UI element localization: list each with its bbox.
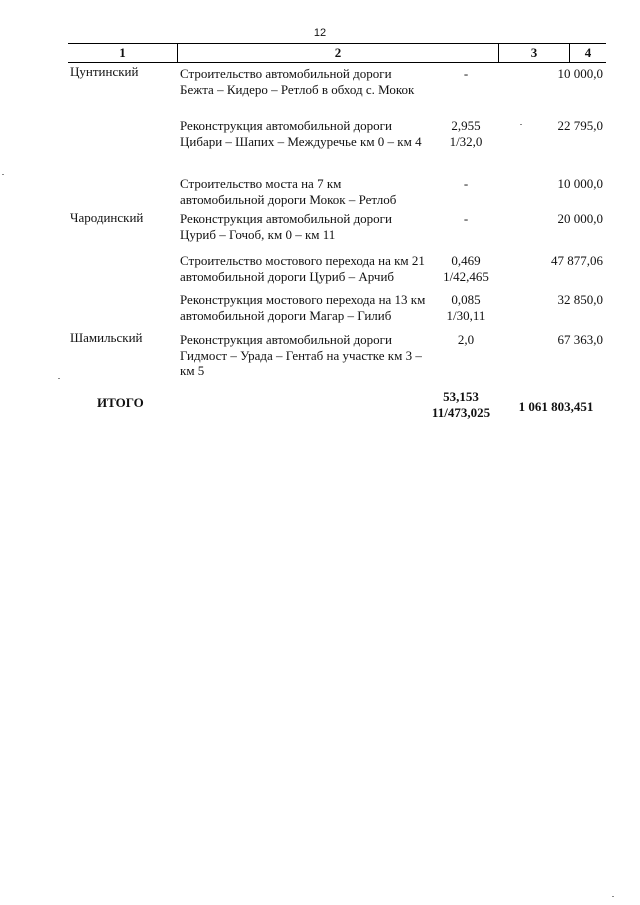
project-name-cell: Реконструкция автомобильной дороги Цибари – Шапих – Междуречье км 0 – км 4 [180, 118, 422, 149]
table-header [68, 43, 606, 63]
project-name-cell: Строительство автомобильной дороги Бежта – Кидеро – Ретлоб в обход с. Мокок [180, 66, 415, 97]
length-cell: 0,085 1/30,11 [446, 292, 486, 323]
length-cell: 2,955 1/32,0 [449, 118, 483, 149]
length-cell: - [463, 211, 469, 226]
header-col-3: 3 [530, 45, 538, 60]
total-length: 53,153 11/473,025 [431, 389, 491, 420]
header-col-4: 4 [584, 45, 592, 60]
amount-cell: 20 000,0 [557, 211, 603, 226]
length-cell: 0,469 1/42,465 [443, 253, 489, 284]
amount-cell: 47 877,06 [551, 253, 603, 268]
district-cell: Цунтинский [70, 64, 139, 79]
project-name-cell: Реконструкция мостового перехода на 13 км автомобильной дороги Магар – Гилиб [180, 292, 426, 323]
length-cell: 2,0 [457, 332, 475, 347]
amount-cell: 10 000,0 [557, 66, 603, 81]
district-cell: Чародинский [70, 210, 144, 225]
amount-cell: 10 000,0 [557, 176, 603, 191]
scan-speck [520, 124, 522, 125]
district-cell: Шамильский [70, 330, 143, 345]
total-label: ИТОГО [97, 395, 144, 410]
amount-cell: 32 850,0 [557, 292, 603, 307]
amount-cell: 67 363,0 [557, 332, 603, 347]
scan-speck [58, 378, 60, 379]
amount-cell: 22 795,0 [557, 118, 603, 133]
scan-speck [612, 896, 614, 897]
length-cell: - [463, 66, 469, 81]
header-col-1: 1 [119, 45, 126, 60]
header-col-2: 2 [334, 45, 342, 60]
page-number: 12 [313, 27, 327, 39]
project-name-cell: Строительство мостового перехода на км 21 автомобильной дороги Цуриб – Арчиб [180, 253, 425, 284]
total-amount: 1 061 803,451 [518, 399, 594, 414]
project-name-cell: Строительство моста на 7 км автомобильной дороги Мокок – Ретлоб [180, 176, 397, 207]
project-name-cell: Реконструкция автомобильной дороги Цуриб – Гочоб, км 0 – км 11 [180, 211, 392, 242]
scan-speck [2, 174, 4, 175]
length-cell: - [463, 176, 469, 191]
project-name-cell: Реконструкция автомобильной дороги Гидмост – Урада – Гентаб на участке км 3 – км 5 [180, 332, 422, 378]
